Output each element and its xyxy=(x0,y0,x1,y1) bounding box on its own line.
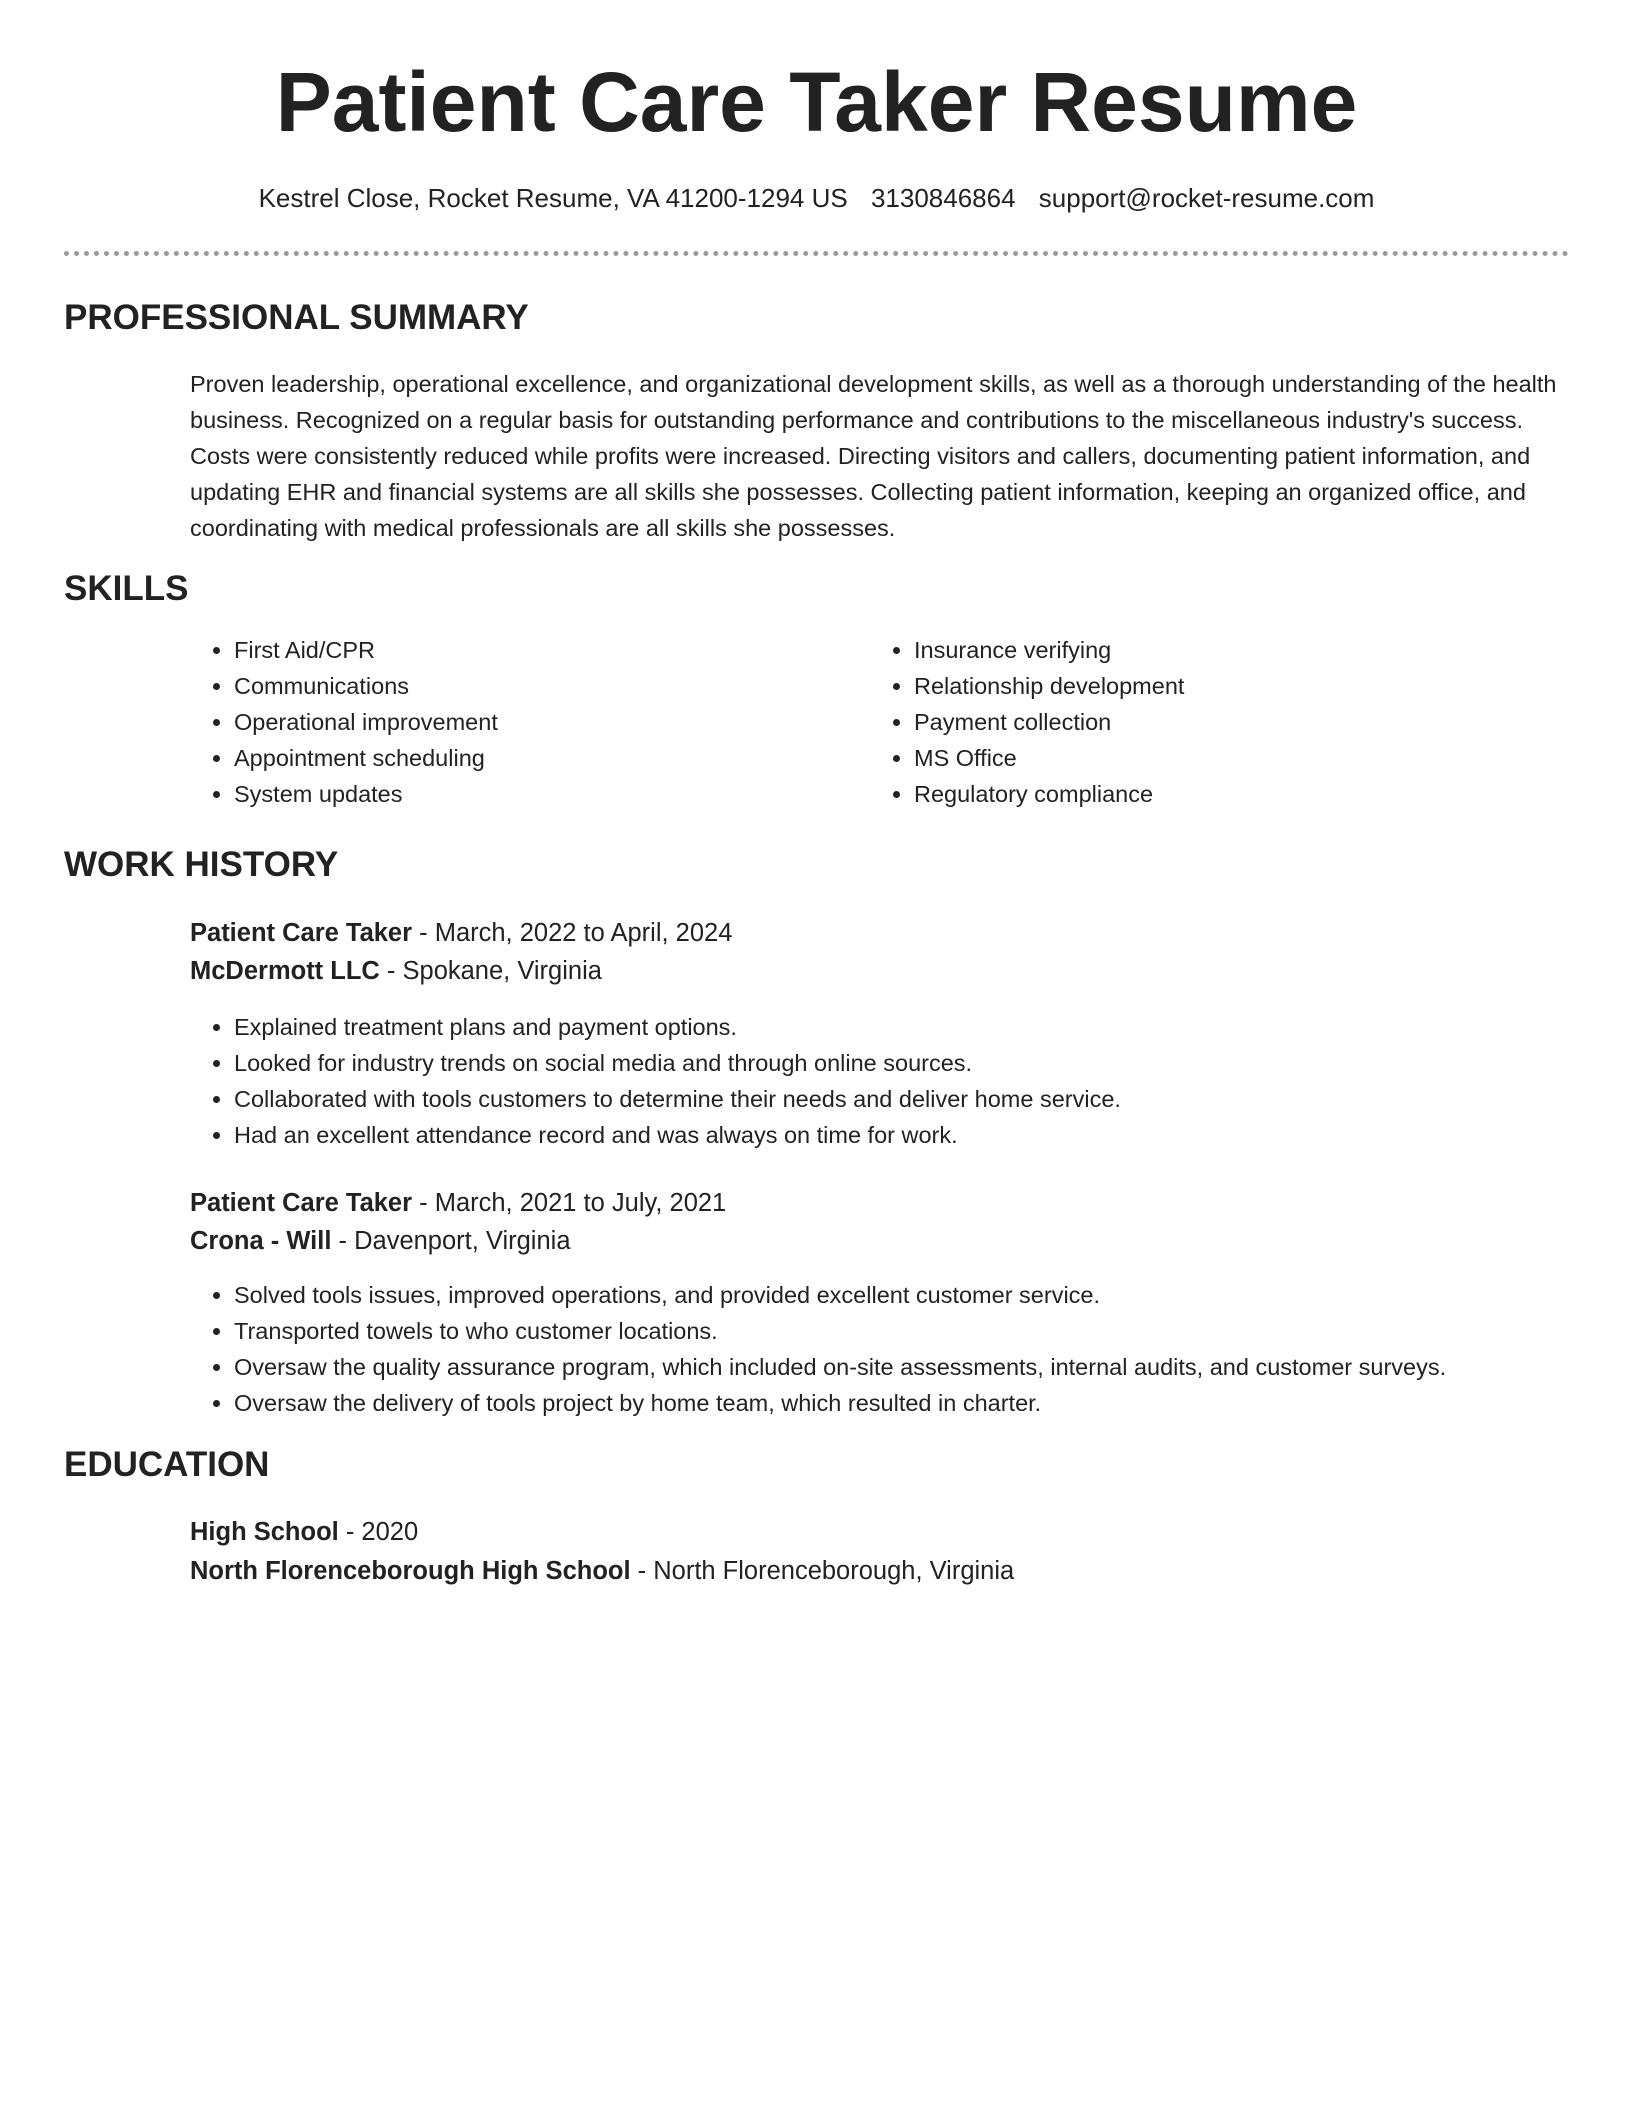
skills-list-left xyxy=(190,632,834,812)
skill-item: • Insurance verifying xyxy=(914,632,1514,668)
summary-text: Proven leadership, operational excellence, and organizational development skills, as well as a thorough understanding of the health business. Recognized on a regular basis for outstanding performance and contributions to the miscellaneous industry's success. Costs were consistently reduced while profits were increased. Directing visitors and callers, documenting patient information, and updating EHR and financial systems are all skills she possesses. Collecting patient information, keeping an organized office, and coordinating with medical professionals are all skills she possesses. xyxy=(190,371,1557,541)
job-location: - Davenport, Virginia xyxy=(331,1227,571,1255)
job-company-line xyxy=(190,1222,571,1260)
job-dates: - March, 2022 to April, 2024 xyxy=(412,919,733,947)
summary-heading: PROFESSIONAL SUMMARY xyxy=(64,298,529,337)
skill-item: • System updates xyxy=(234,776,834,812)
education-heading: EDUCATION xyxy=(64,1445,270,1484)
contact-email: support@rocket-resume.com xyxy=(1038,183,1375,213)
skill-item: • Operational improvement xyxy=(234,704,834,740)
job-title: Patient Care Taker xyxy=(190,1189,413,1217)
skill-item: • Payment collection xyxy=(914,704,1514,740)
work-heading: WORK HISTORY xyxy=(64,845,339,884)
job-duty: • Collaborated with tools customers to determine their needs and deliver home service. xyxy=(234,1081,1614,1117)
job-duties-list xyxy=(190,1009,1614,1153)
job-title-line xyxy=(190,1184,726,1222)
job-duty: • Explained treatment plans and payment options. xyxy=(234,1009,1614,1045)
resume-title: Patient Care Taker Resume xyxy=(275,55,1358,149)
skill-item: • Regulatory compliance xyxy=(914,776,1514,812)
job-company: McDermott LLC xyxy=(190,957,380,985)
contact-address: Kestrel Close, Rocket Resume, VA 41200-1294 US xyxy=(258,183,848,213)
contact-line xyxy=(64,180,1569,216)
job-duty: • Transported towels to who customer locations. xyxy=(234,1313,1614,1349)
skills-heading: SKILLS xyxy=(64,569,189,608)
skill-item: • MS Office xyxy=(914,740,1514,776)
education-degree-line xyxy=(190,1513,418,1551)
job-location: - Spokane, Virginia xyxy=(379,957,602,985)
job-company-line xyxy=(190,952,602,990)
education-degree: High School xyxy=(190,1518,339,1546)
skill-item: • Appointment scheduling xyxy=(234,740,834,776)
job-dates: - March, 2021 to July, 2021 xyxy=(412,1189,727,1217)
job-duty: • Oversaw the quality assurance program, which included on-site assessments, internal audits, and customer surveys. xyxy=(234,1349,1614,1385)
job-company: Crona - Will xyxy=(190,1227,332,1255)
job-duty: • Had an excellent attendance record and was always on time for work. xyxy=(234,1117,1614,1153)
education-school-line xyxy=(190,1552,1014,1590)
job-duty: • Oversaw the delivery of tools project by home team, which resulted in charter. xyxy=(234,1385,1614,1421)
job-duties-list xyxy=(190,1277,1614,1421)
job-duty: • Solved tools issues, improved operations, and provided excellent customer service. xyxy=(234,1277,1614,1313)
header-divider xyxy=(64,251,1569,256)
skill-item: • Relationship development xyxy=(914,668,1514,704)
job-title: Patient Care Taker xyxy=(190,919,413,947)
contact-phone: 3130846864 xyxy=(870,183,1016,213)
education-year: - 2020 xyxy=(338,1518,419,1546)
job-duty: • Looked for industry trends on social media and through online sources. xyxy=(234,1045,1614,1081)
skill-item: • First Aid/CPR xyxy=(234,632,834,668)
skill-item: • Communications xyxy=(234,668,834,704)
education-school: North Florenceborough High School xyxy=(190,1557,631,1585)
job-title-line xyxy=(190,914,732,952)
skills-list-right xyxy=(870,632,1514,812)
education-location: - North Florenceborough, Virginia xyxy=(630,1557,1015,1585)
